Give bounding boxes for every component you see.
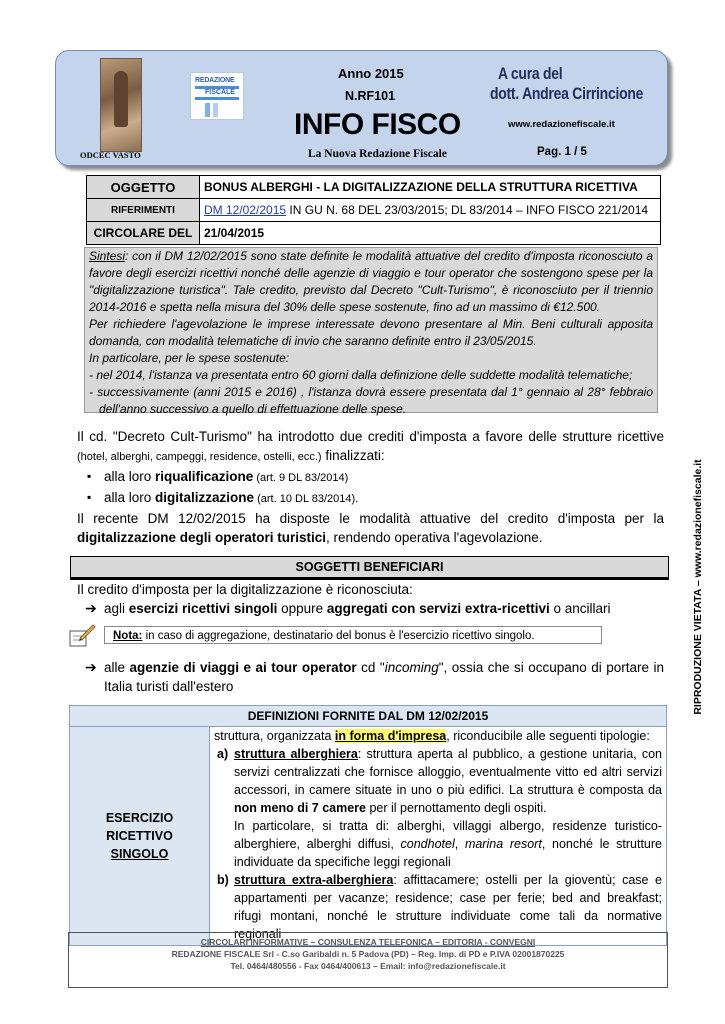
sintesi-p3: In particolare, per le spese sostenute: bbox=[89, 351, 290, 365]
item-a-title: struttura alberghiera bbox=[234, 747, 358, 761]
sintesi-box bbox=[84, 247, 658, 416]
a1-a: agli bbox=[104, 601, 129, 616]
publication-subtitle: La Nuova Redazione Fiscale bbox=[308, 148, 447, 160]
item-a-marina: marina resort bbox=[464, 837, 542, 851]
item-a-par-c: , nonché le strutture individuate da specifiche leggi regionali bbox=[234, 837, 663, 869]
footer bbox=[68, 932, 668, 988]
a2-a: alle bbox=[104, 660, 130, 675]
row-oggetto bbox=[87, 176, 661, 199]
a1-e: o ancillari bbox=[549, 601, 611, 616]
intro-p1-c: finalizzati: bbox=[321, 448, 385, 463]
sintesi-p1 bbox=[89, 248, 653, 316]
side-copyright-text: RIPRODUZIONE VIETATA – www.redazionefiscale.it bbox=[692, 459, 704, 715]
def-intro bbox=[214, 727, 662, 745]
riferimenti-label: RIFERIMENTI bbox=[87, 199, 200, 222]
arrow-right-icon: ➔ bbox=[85, 600, 97, 616]
logo-text-2: FISCALE bbox=[205, 89, 235, 96]
footer-line-2: REDAZIONE FISCALE Srl - C.so Garibaldi n. 5 Padova (PD) – Reg. Imp. di PD e P.IVA 02001870225 bbox=[171, 949, 565, 959]
a1-c: oppure bbox=[277, 601, 327, 616]
item-b-marker: b) bbox=[217, 873, 229, 887]
arrow-item-agenzie bbox=[77, 658, 664, 696]
term-line-2: SINGOLO bbox=[110, 847, 169, 861]
definitions-heading: DEFINIZIONI FORNITE DAL DM 12/02/2015 bbox=[70, 706, 667, 727]
sintesi-text-1: : con il DM 12/02/2015 sono state definite le modalità attuative del credito d'imposta riconosciuto a favore degli esercizi ricettivi nonché delle agenzie di viaggio e tour operator che sostengono spese per la "digitalizzazione turistica". Tale credito, previsto dal Decreto "Cult-Turismo", è riconosciuto per il triennio 2014-2016 e spetta nella misura del 30% delle spese sostenute, fino ad un massimo di €12.500. bbox=[89, 249, 653, 314]
b1-a: alla loro bbox=[104, 469, 156, 484]
nota-label: Nota: bbox=[113, 630, 143, 642]
item-a-condhotel: condhotel bbox=[400, 837, 455, 851]
side-copyright bbox=[688, 428, 708, 746]
intro-p1-a: Il cd. "Decreto Cult-Turismo" ha introdotto due crediti d'imposta a favore delle strutture ricettive bbox=[77, 429, 664, 444]
arrow-right-icon: ➔ bbox=[85, 659, 97, 675]
intro-p1 bbox=[77, 427, 664, 467]
oggetto-value: BONUS ALBERGHI - LA DIGITALIZZAZIONE DELLA STRUTTURA RICETTIVA bbox=[200, 176, 661, 199]
b2-c: (art. 10 DL 83/2014). bbox=[254, 493, 359, 505]
riferimenti-value bbox=[200, 199, 661, 222]
soggetti-section bbox=[77, 580, 664, 618]
item-a-details bbox=[234, 817, 662, 871]
arrow-item-esercizi bbox=[77, 599, 664, 618]
oggetto-label: OGGETTO bbox=[87, 176, 200, 199]
footer-line-3: Tel. 0464/480556 - Fax 0464/400613 – Email: info@redazionefiscale.it bbox=[230, 961, 506, 971]
section-heading-soggetti: SOGGETTI BENEFICIARI bbox=[70, 556, 669, 578]
footer-line-1: CIRCOLARI INFORMATIVE – CONSULENZA TELEFONICA – EDITORIA - CONVEGNI bbox=[200, 937, 536, 947]
riferimenti-rest: IN GU N. 68 DEL 23/03/2015; DL 83/2014 – INFO FISCO 221/2014 bbox=[286, 203, 649, 217]
item-a-sep: , bbox=[454, 837, 465, 851]
sintesi-p5: - successivamente (anni 2015 e 2016) , l'istanza dovrà essere presentata dal 1° gennaio al 28° febbraio dell'anno successivo a quello di effettuazione delle spese. bbox=[89, 385, 653, 416]
bullet-riqualificazione bbox=[77, 467, 664, 488]
bullet-digitalizzazione bbox=[77, 488, 664, 509]
curator-label: A cura del bbox=[498, 64, 563, 83]
sintesi-p4: - nel 2014, l'istanza va presentata entro 60 giorni dalla definizione delle suddette modalità telematiche; bbox=[89, 368, 633, 382]
definitions-table bbox=[69, 705, 667, 946]
item-a-bold: non meno di 7 camere bbox=[234, 801, 366, 815]
item-b-text: : affittacamere; ostelli per la gioventù; case e appartamenti per vacanze; residence; case per ferie; bed and breakfast; rifugi montani, nonché le strutture individuate come tali da normative regionali bbox=[234, 873, 662, 941]
intro-p2-b: digitalizzazione degli operatori turistici bbox=[77, 530, 327, 545]
item-a-marker: a) bbox=[217, 747, 229, 761]
intro-section bbox=[77, 427, 664, 547]
anno-label: Anno 2015 bbox=[338, 66, 404, 81]
info-table bbox=[86, 175, 661, 245]
note-pencil-icon bbox=[66, 622, 96, 650]
def-intro-b: , riconducibile alle seguenti tipologie: bbox=[446, 729, 650, 743]
definition-row bbox=[70, 727, 667, 946]
intro-p2 bbox=[77, 509, 664, 547]
row-riferimenti bbox=[87, 199, 661, 222]
intro-p1-b: (hotel, alberghi, campeggi, residence, ostelli, ecc.) bbox=[77, 451, 322, 463]
b1-b: riqualificazione bbox=[155, 469, 254, 484]
sintesi-label: Sintesi bbox=[89, 249, 126, 263]
a2-c: cd " bbox=[356, 660, 385, 675]
nota-box bbox=[104, 626, 602, 644]
nota-text: in caso di aggregazione, destinatario del bonus è l'esercizio ricettivo singolo. bbox=[142, 630, 535, 642]
item-a-text2: per il pernottamento degli ospiti. bbox=[365, 801, 547, 815]
a1-d: aggregati con servizi extra-ricettivi bbox=[326, 601, 550, 616]
a1-b: esercizi ricettivi singoli bbox=[128, 601, 278, 616]
issue-number: N.RF101 bbox=[345, 89, 396, 103]
odcec-label: ODCEC VASTO bbox=[80, 150, 141, 160]
sintesi-p2: Per richiedere l'agevolazione le imprese interessate devono presentare al Min. Beni culturali apposita domanda, con modalità telematiche di invio che saranno definite entro il 23/05/2015. bbox=[89, 317, 653, 348]
redazione-fiscale-logo bbox=[190, 72, 244, 120]
circolare-value: 21/04/2015 bbox=[200, 222, 661, 245]
row-circolare bbox=[87, 222, 661, 245]
intro-p2-c: , rendendo operativa l'agevolazione. bbox=[326, 530, 543, 545]
definition-term bbox=[70, 727, 210, 946]
dm-link[interactable]: DM 12/02/2015 bbox=[204, 203, 287, 217]
def-item-a bbox=[214, 745, 662, 871]
definition-body bbox=[210, 727, 667, 946]
curator-name: dott. Andrea Cirrincione bbox=[490, 84, 644, 103]
website-link[interactable]: www.redazionefiscale.it bbox=[508, 119, 615, 130]
a2-e: ", ossia che si occupano di portare in Italia turisti dall'estero bbox=[104, 660, 665, 694]
logo-text-1: REDAZIONE bbox=[195, 77, 235, 84]
item-a-par-a: In particolare, si tratta di: alberghi, villaggi albergo, residenze turistico-alberghiere, alberghi diffusi, bbox=[234, 819, 662, 851]
item-b-title: struttura extra-alberghiera bbox=[234, 873, 394, 887]
circolare-label: CIRCOLARE DEL bbox=[87, 222, 200, 245]
a2-d: incoming bbox=[384, 660, 439, 675]
page-indicator: Pag. 1 / 5 bbox=[537, 146, 587, 158]
def-intro-highlight: in forma d'impresa bbox=[334, 729, 447, 743]
item-a-text1: : struttura aperta al pubblico, a gestione unitaria, con servizi centralizzati che fornisce alloggio, eventualmente vitto ed altri servizi accessori, in camere situate in uno o più edifici. La struttura è composta da bbox=[234, 747, 662, 797]
header-photo bbox=[100, 58, 142, 152]
intro-p2-a: Il recente DM 12/02/2015 ha disposte le modalità attuative del credito d'imposta per la bbox=[77, 511, 664, 526]
def-intro-a: struttura, organizzata bbox=[214, 729, 335, 743]
b1-c: (art. 9 DL 83/2014) bbox=[253, 472, 349, 484]
a2-b: agenzie di viaggi e ai tour operator bbox=[129, 660, 357, 675]
credit-intro: Il credito d'imposta per la digitalizzazione è riconosciuta: bbox=[77, 582, 413, 597]
b2-b: digitalizzazione bbox=[155, 490, 255, 505]
term-line-1: ESERCIZIO RICETTIVO bbox=[105, 811, 174, 843]
b2-a: alla loro bbox=[104, 490, 156, 505]
publication-title: INFO FISCO bbox=[294, 108, 461, 141]
